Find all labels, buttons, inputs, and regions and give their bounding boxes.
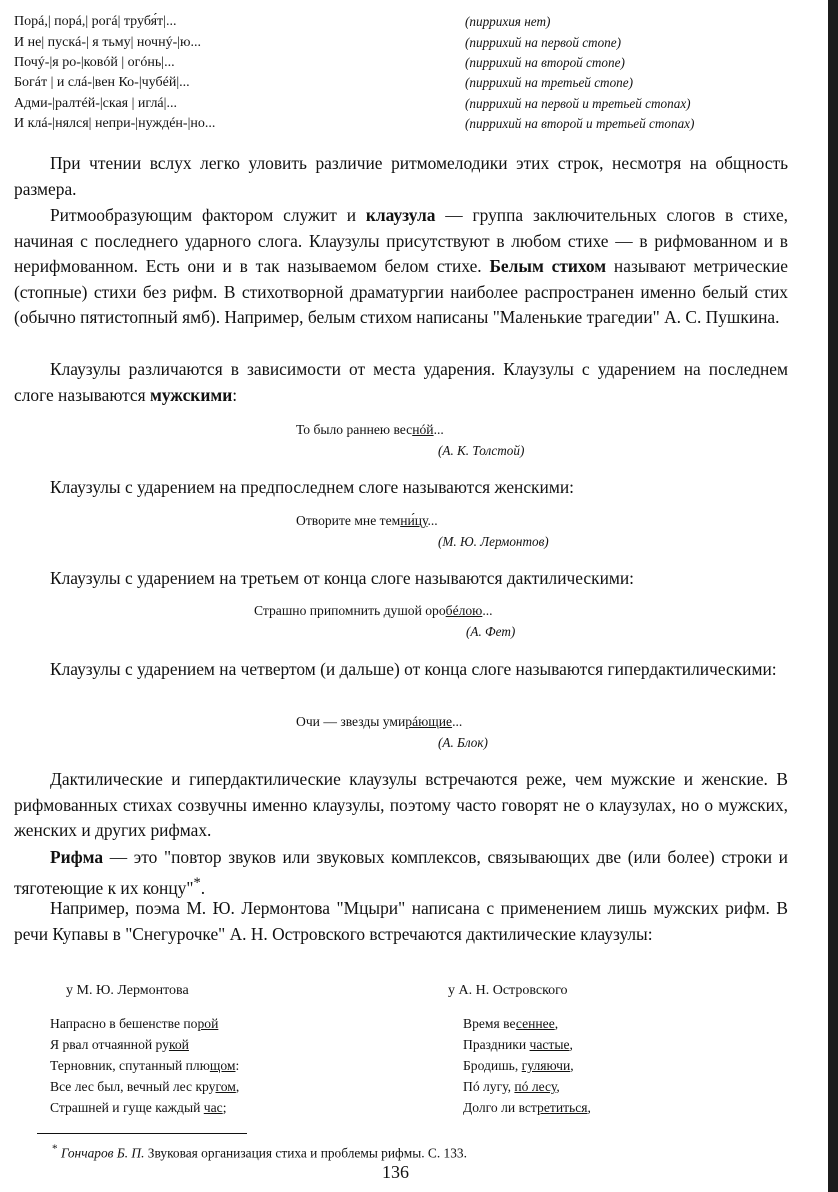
poem-rhyme: ретиться (537, 1100, 588, 1115)
paragraph-text: называют метрические (стопные) стихи без рифм. В стихотворной драматургии наиболее распространен именно белый стих (обычно пятистопный ямб). Например, белым стихом написаны "Маленькие трагедии" А. С. Пушкина. (14, 256, 788, 328)
scansion-verse: Богáт | и слá-|вен Ко-|чубéй|... (14, 75, 190, 91)
example-verse (296, 513, 438, 529)
poem-rhyme: гуляючи (521, 1058, 571, 1073)
poem-line (463, 1076, 591, 1097)
scansion-note: (пиррихий на третьей стопе) (465, 75, 634, 91)
poem-text: Праздники (463, 1037, 530, 1052)
footnote-author: Гончаров Б. П. (60, 1145, 145, 1161)
poem-text: , (570, 1058, 574, 1073)
example-text: То было раннею вес (296, 422, 413, 437)
scansion-note: (пиррихий на второй стопе) (465, 54, 625, 70)
scan-edge (828, 0, 838, 1192)
poem-text: , (554, 1016, 559, 1031)
page-number: 136 (382, 1162, 409, 1182)
scansion-row (14, 114, 774, 134)
poem-line (50, 1097, 239, 1118)
scansion-table (14, 12, 774, 134)
poem-rhyme: кой (168, 1037, 189, 1052)
scansion-note: (пиррихия нет) (465, 14, 551, 30)
poem-rhyme: гом (215, 1079, 236, 1094)
example-clausula: ни́цу (400, 513, 428, 528)
poem-rhyme: рой (197, 1016, 219, 1031)
paragraph-text: При чтении вслух легко уловить различие ритмомелодики этих строк, несмотря на общность размера. (14, 153, 788, 199)
poem-rhyme: частые (529, 1037, 570, 1052)
poem-text: Бродишь, (463, 1058, 522, 1073)
poem-left-heading: у М. Ю. Лермонтова (66, 983, 189, 998)
paragraph-feminine (14, 475, 788, 501)
example-author: (А. К. Толстой) (438, 443, 525, 458)
poem-line (463, 1034, 591, 1055)
poem-text: Напрасно в бешенстве по (50, 1016, 198, 1031)
paragraph-clausula-definition (14, 203, 788, 331)
scansion-row (14, 73, 774, 93)
term-clausula: клаузула (365, 205, 436, 225)
term-masculine: мужскими (149, 384, 233, 405)
example-clausula: рáющие (405, 714, 453, 729)
example-text: ... (452, 714, 463, 729)
poem-rhyme: щом (209, 1058, 236, 1073)
footnote-text: Звуковая организация стиха и проблемы рифмы. С. 133. (144, 1145, 467, 1161)
poem-text: , (556, 1079, 560, 1094)
scansion-verse: И клá-|нялся| непри-|нуждéн-|но... (14, 116, 216, 132)
scansion-row (14, 32, 774, 52)
example-text: Страшно припомнить душой оро (254, 603, 446, 618)
poem-rhyme: сеннее (515, 1016, 555, 1031)
poem-text: , (587, 1100, 591, 1115)
scansion-verse: И не| пускá-| я тьму| ночнý-|ю... (14, 34, 201, 50)
example-text: ... (433, 422, 444, 437)
poem-text: Долго ли вст (463, 1100, 538, 1115)
term-rhyme: Рифма (50, 847, 104, 867)
footnote-marker: * (193, 874, 201, 891)
scansion-note: (пиррихий на второй и третьей стопах) (465, 116, 695, 132)
example-text: Отворите мне тем (296, 513, 401, 528)
paragraph-rhyme-definition (14, 845, 788, 901)
poem-rhyme: пó лесу (514, 1079, 557, 1094)
scansion-verse: Адми-|ралтéй-|ская | иглá|... (14, 95, 177, 111)
scansion-note: (пиррихий на первой и третьей стопах) (465, 95, 691, 111)
paragraph-text: — группа заключительных слогов в стихе, начиная с последнего ударного слога. Клаузулы присутствуют в любом стихе — в рифмованном и в нерифмованном. Есть они и в так называемом белом стихе. (14, 205, 789, 277)
example-verse (296, 422, 444, 438)
footnote (52, 1143, 467, 1161)
poem-text: Пó лугу, (463, 1079, 515, 1094)
scansion-row (14, 94, 774, 114)
paragraph-hyperdactylic (14, 657, 788, 683)
paragraph-text: Клаузулы с ударением на предпоследнем слоге называются женскими: (50, 477, 574, 497)
footnote-divider (37, 1133, 247, 1134)
paragraph-masculine (14, 357, 788, 408)
poem-line (463, 1097, 591, 1118)
poem-text: Терновник, спутанный плю (50, 1058, 210, 1073)
paragraph-reading-aloud (14, 151, 788, 202)
paragraph-rare-clausulas (14, 767, 788, 844)
poem-line (50, 1076, 239, 1097)
poem-text: Время ве (463, 1016, 516, 1031)
paragraph-text: Дактилические и гипердактилические клаузулы встречаются реже, чем мужские и женские. В рифмованных стихах созвучны именно клаузулы, поэтому часто говорят не о клаузулах, но о мужских, женских и других рифмах. (14, 769, 788, 841)
poem-line (50, 1013, 239, 1034)
poem-ostrovsky (463, 1013, 591, 1118)
poem-line (50, 1034, 239, 1055)
poem-text: Все лес был, вечный лес кру (50, 1079, 216, 1094)
example-text: ... (482, 603, 493, 618)
poem-line (463, 1055, 591, 1076)
scansion-verse: Почý-|я ро-|ковóй | огóнь|... (14, 54, 175, 70)
example-author: (М. Ю. Лермонтов) (438, 534, 549, 549)
poem-lermontov (50, 1013, 239, 1118)
example-clausula: бéлою (445, 603, 483, 618)
example-text: ... (427, 513, 438, 528)
scansion-row (14, 12, 774, 32)
paragraph-text: Ритмообразующим фактором служит и (50, 205, 366, 225)
paragraph-text: : (232, 384, 238, 405)
poem-text: Я рвал отчаянной ру (50, 1037, 169, 1052)
poem-line (50, 1055, 239, 1076)
paragraph-text: . (200, 877, 206, 898)
paragraph-text: Клаузулы с ударением на третьем от конца слоге называются дактилическими: (50, 568, 635, 588)
example-clausula: нóй (412, 422, 434, 437)
paragraph-text: Например, поэма М. Ю. Лермонтова "Мцыри" написана с применением лишь мужских рифм. В речи Купавы в "Снегурочке" А. Н. Островского встречаются дактилические клаузулы: (14, 898, 788, 944)
poem-text: , (569, 1037, 573, 1052)
example-author: (А. Фет) (466, 624, 516, 639)
term-blank-verse: Белым стихом (489, 256, 607, 277)
paragraph-text: — это "повтор звуков или звуковых комплексов, связывающих две (или более) строки и тяготеющие к их концу" (14, 847, 788, 898)
example-verse (254, 603, 493, 619)
example-text: Очи — звезды уми (296, 714, 406, 729)
paragraph-example-intro (14, 896, 788, 947)
example-author: (А. Блок) (438, 735, 488, 750)
poem-line (463, 1013, 591, 1034)
example-verse (296, 714, 462, 730)
paragraph-text: Клаузулы различаются в зависимости от места ударения. Клаузулы с ударением на последнем слоге называются (14, 359, 788, 405)
scansion-row (14, 53, 774, 73)
poem-text: , (235, 1079, 240, 1094)
poem-rhyme: час (203, 1100, 223, 1115)
poem-text: Страшней и гуще каждый (50, 1100, 204, 1115)
poem-text: : (235, 1058, 240, 1073)
footnote-marker: * (52, 1143, 58, 1155)
scansion-verse: Порá,| порá,| рогá| трубя́т|... (14, 14, 177, 30)
paragraph-dactylic (14, 566, 788, 592)
poem-text: ; (222, 1100, 227, 1115)
paragraph-text: Клаузулы с ударением на четвертом (и дальше) от конца слоге называются гипердактилическими: (50, 659, 777, 679)
poem-right-heading: у А. Н. Островского (448, 983, 568, 998)
scansion-note: (пиррихий на первой стопе) (465, 34, 622, 50)
